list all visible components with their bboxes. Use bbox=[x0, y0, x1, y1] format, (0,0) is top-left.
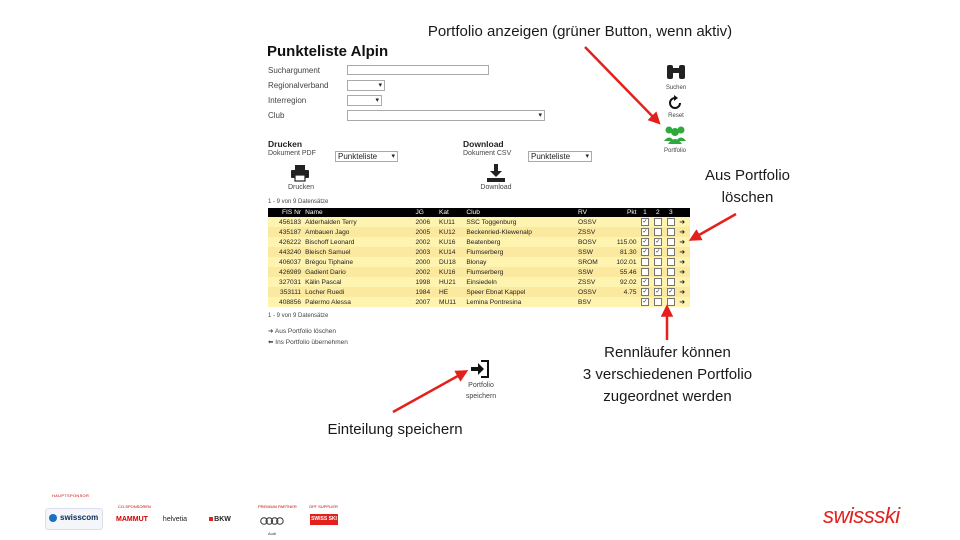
col-header: 3 bbox=[664, 208, 677, 217]
print-select-value: Punkteliste bbox=[338, 152, 378, 161]
col-header[interactable]: Club bbox=[464, 208, 576, 217]
col-header[interactable]: JG bbox=[413, 208, 437, 217]
reset-button-label: Reset bbox=[668, 113, 684, 119]
points-cell: 4.75 bbox=[607, 287, 638, 297]
year-cell: 2000 bbox=[413, 257, 437, 267]
region-cell: BOSV bbox=[576, 237, 607, 247]
category-cell: KU16 bbox=[437, 237, 464, 247]
annotation-save: Einteilung speichern bbox=[327, 421, 463, 438]
points-cell: 102.01 bbox=[607, 257, 638, 267]
portfolio-2-checkbox[interactable]: ✓ bbox=[655, 249, 661, 255]
year-cell: 2002 bbox=[413, 237, 437, 247]
search-button-label: Suchen bbox=[665, 85, 687, 91]
download-doc-label: Dokument CSV bbox=[463, 150, 512, 157]
year-cell: 1984 bbox=[413, 287, 437, 297]
search-label: Suchargument bbox=[268, 66, 321, 75]
bkw-text: BKW bbox=[214, 516, 231, 523]
category-cell: KU12 bbox=[437, 227, 464, 237]
chevron-down-icon: ▾ bbox=[585, 153, 589, 160]
col-header[interactable]: Pkt bbox=[607, 208, 638, 217]
portfolio-action-icon[interactable]: ➜ bbox=[679, 269, 686, 276]
fis-nr-cell: 406037 bbox=[268, 257, 303, 267]
col-header[interactable]: Kat bbox=[437, 208, 464, 217]
category-cell: HE bbox=[437, 287, 464, 297]
portfolio-action-icon[interactable]: ➜ bbox=[679, 259, 686, 266]
download-button-label: Download bbox=[480, 184, 512, 191]
portfolio-3-checkbox[interactable]: ✓ bbox=[668, 289, 674, 295]
audi-text: Audi bbox=[267, 531, 276, 536]
col-header[interactable]: RV bbox=[576, 208, 607, 217]
arrow-in-icon: ⬅ bbox=[268, 339, 274, 346]
chevron-down-icon: ▾ bbox=[375, 97, 379, 104]
fis-nr-cell: 456183 bbox=[268, 217, 303, 227]
club-cell: Flumserberg bbox=[464, 267, 576, 277]
name-cell: Gadient Dario bbox=[303, 267, 413, 277]
name-cell: Brégou Tiphaine bbox=[303, 257, 413, 267]
portfolio-1-checkbox[interactable]: ✓ bbox=[642, 239, 648, 245]
portfolio-1-checkbox[interactable]: ✓ bbox=[642, 219, 648, 225]
print-doc-label: Dokument PDF bbox=[268, 150, 316, 157]
club-cell: Blonay bbox=[464, 257, 576, 267]
category-cell: HU21 bbox=[437, 277, 464, 287]
swisscom-text: swisscom bbox=[60, 513, 99, 522]
category-cell: MU11 bbox=[437, 297, 464, 307]
portfolio-action-icon[interactable]: ➜ bbox=[679, 279, 686, 286]
swisscom-mark-icon bbox=[49, 514, 57, 522]
annotation-remove-line1: Aus Portfolio bbox=[704, 167, 791, 184]
portfolio-2-checkbox[interactable]: ✓ bbox=[655, 239, 661, 245]
print-section-title: Drucken bbox=[268, 139, 303, 149]
name-cell: Alderhalden Terry bbox=[303, 217, 413, 227]
fis-nr-cell: 353111 bbox=[268, 287, 303, 297]
result-count-top: 1 - 9 von 9 Datensätze bbox=[268, 199, 329, 205]
year-cell: 2007 bbox=[413, 297, 437, 307]
club-label: Club bbox=[268, 111, 285, 120]
name-cell: Bleisch Samuel bbox=[303, 247, 413, 257]
category-cell: KU11 bbox=[437, 217, 464, 227]
fis-nr-cell: 443240 bbox=[268, 247, 303, 257]
annotation-portfolio-show: Portfolio anzeigen (grüner Button, wenn aktiv) bbox=[427, 23, 733, 40]
region-cell: SSW bbox=[576, 247, 607, 257]
region-label: Regionalverband bbox=[268, 81, 329, 90]
arrow-out-icon: ➜ bbox=[268, 328, 274, 335]
region-cell: OSSV bbox=[576, 217, 607, 227]
club-cell: Einsiedeln bbox=[464, 277, 576, 287]
name-cell: Palermo Alessa bbox=[303, 297, 413, 307]
portfolio-1-checkbox[interactable]: ✓ bbox=[642, 249, 648, 255]
club-cell: SSC Toggenburg bbox=[464, 217, 576, 227]
supplier-logo: SWISS SKI bbox=[310, 514, 338, 525]
save-portfolio-label-2: speichern bbox=[465, 393, 497, 400]
year-cell: 2003 bbox=[413, 247, 437, 257]
col-header: 1 bbox=[639, 208, 652, 217]
bkw-logo bbox=[203, 514, 237, 526]
legend-take-text: Ins Portfolio übernehmen bbox=[275, 339, 348, 346]
points-cell: 92.02 bbox=[607, 277, 638, 287]
result-count-bottom: 1 - 9 von 9 Datensätze bbox=[268, 313, 329, 319]
year-cell: 2002 bbox=[413, 267, 437, 277]
chevron-down-icon: ▾ bbox=[391, 153, 395, 160]
club-cell: Beckenried-Klewenalp bbox=[464, 227, 576, 237]
main-sponsor-label: HAUPTSPONSOR bbox=[52, 493, 90, 498]
arrow-to-save bbox=[393, 372, 465, 412]
audi-logo bbox=[260, 513, 284, 536]
col-header: 2 bbox=[651, 208, 664, 217]
year-cell: 2006 bbox=[413, 217, 437, 227]
region-cell: BSV bbox=[576, 297, 607, 307]
year-cell: 2005 bbox=[413, 227, 437, 237]
mammut-logo: MAMMUT bbox=[113, 514, 151, 526]
points-cell: 81.30 bbox=[607, 247, 638, 257]
category-cell: KU14 bbox=[437, 247, 464, 257]
region-cell: ZSSV bbox=[576, 277, 607, 287]
download-select-value: Punkteliste bbox=[531, 152, 571, 161]
club-cell: Flumserberg bbox=[464, 247, 576, 257]
region-cell: OSSV bbox=[576, 287, 607, 297]
region-cell: SSW bbox=[576, 267, 607, 277]
arrow-to-portfolio bbox=[585, 47, 658, 122]
points-cell: 115.00 bbox=[607, 237, 638, 247]
club-cell: Beatenberg bbox=[464, 237, 576, 247]
col-header[interactable]: FIS Nr bbox=[268, 208, 303, 217]
portfolio-1-checkbox[interactable]: ✓ bbox=[642, 229, 648, 235]
print-button-label: Drucken bbox=[287, 184, 315, 191]
fis-nr-cell: 408856 bbox=[268, 297, 303, 307]
name-cell: Locher Ruedi bbox=[303, 287, 413, 297]
col-header[interactable]: Name bbox=[303, 208, 413, 217]
portfolio-1-checkbox[interactable]: ✓ bbox=[642, 299, 648, 305]
points-cell: 55.46 bbox=[607, 267, 638, 277]
fis-nr-cell: 426989 bbox=[268, 267, 303, 277]
portfolio-2-checkbox[interactable]: ✓ bbox=[655, 289, 661, 295]
audi-rings-icon bbox=[260, 516, 284, 526]
swissski-brand-logo bbox=[823, 503, 900, 529]
portfolio-action-icon[interactable]: ➜ bbox=[679, 239, 686, 246]
region-cell: ZSSV bbox=[576, 227, 607, 237]
page-title: Punkteliste Alpin bbox=[267, 43, 389, 60]
name-cell: Ambauen Jago bbox=[303, 227, 413, 237]
portfolio-action-icon[interactable]: ➜ bbox=[679, 289, 686, 296]
partner-label: PREMIUM PARTNER bbox=[258, 504, 297, 509]
region-cell: SROM bbox=[576, 257, 607, 267]
helvetia-logo: helvetia bbox=[162, 516, 188, 523]
portfolio-1-checkbox[interactable]: ✓ bbox=[642, 279, 648, 285]
portfolio-action-icon[interactable]: ➜ bbox=[679, 249, 686, 256]
club-cell: Lemina Pontresina bbox=[464, 297, 576, 307]
portfolio-1-checkbox[interactable]: ✓ bbox=[642, 289, 648, 295]
fis-nr-cell: 426222 bbox=[268, 237, 303, 247]
arrow-to-remove bbox=[692, 214, 736, 239]
fis-nr-cell: 327031 bbox=[268, 277, 303, 287]
name-cell: Kälin Pascal bbox=[303, 277, 413, 287]
swissski-brand-text: swissski bbox=[823, 503, 900, 528]
bkw-mark-icon bbox=[209, 517, 213, 521]
chevron-down-icon: ▾ bbox=[378, 82, 382, 89]
legend-remove-text: Aus Portfolio löschen bbox=[274, 328, 336, 335]
annotation-assign-line3: zugeordnet werden bbox=[603, 388, 732, 405]
year-cell: 1998 bbox=[413, 277, 437, 287]
category-cell: KU16 bbox=[437, 267, 464, 277]
save-portfolio-label-1: Portfolio bbox=[468, 382, 494, 389]
chevron-down-icon: ▾ bbox=[538, 112, 542, 119]
portfolio-action-icon[interactable]: ➜ bbox=[679, 229, 686, 236]
portfolio-button-label: Portfolio bbox=[663, 148, 686, 154]
portfolio-action-icon[interactable]: ➜ bbox=[679, 219, 686, 226]
fis-nr-cell: 435187 bbox=[268, 227, 303, 237]
portfolio-action-icon[interactable]: ➜ bbox=[679, 299, 686, 306]
supplier-label: OFF SUPPLIER bbox=[309, 504, 338, 509]
annotation-remove-line2: löschen bbox=[721, 189, 774, 206]
name-cell: Bischoff Leonard bbox=[303, 237, 413, 247]
annotation-assign-line1: Rennläufer können bbox=[604, 344, 731, 361]
annotation-assign-line2: 3 verschiedenen Portfolio bbox=[582, 366, 753, 383]
club-cell: Speer Ebnat Kappel bbox=[464, 287, 576, 297]
interregion-label: Interregion bbox=[268, 96, 307, 105]
cosponsor-label: CO-SPONSOREN bbox=[118, 504, 151, 509]
category-cell: DU18 bbox=[437, 257, 464, 267]
download-section-title: Download bbox=[463, 139, 504, 149]
swisscom-logo bbox=[45, 508, 103, 530]
